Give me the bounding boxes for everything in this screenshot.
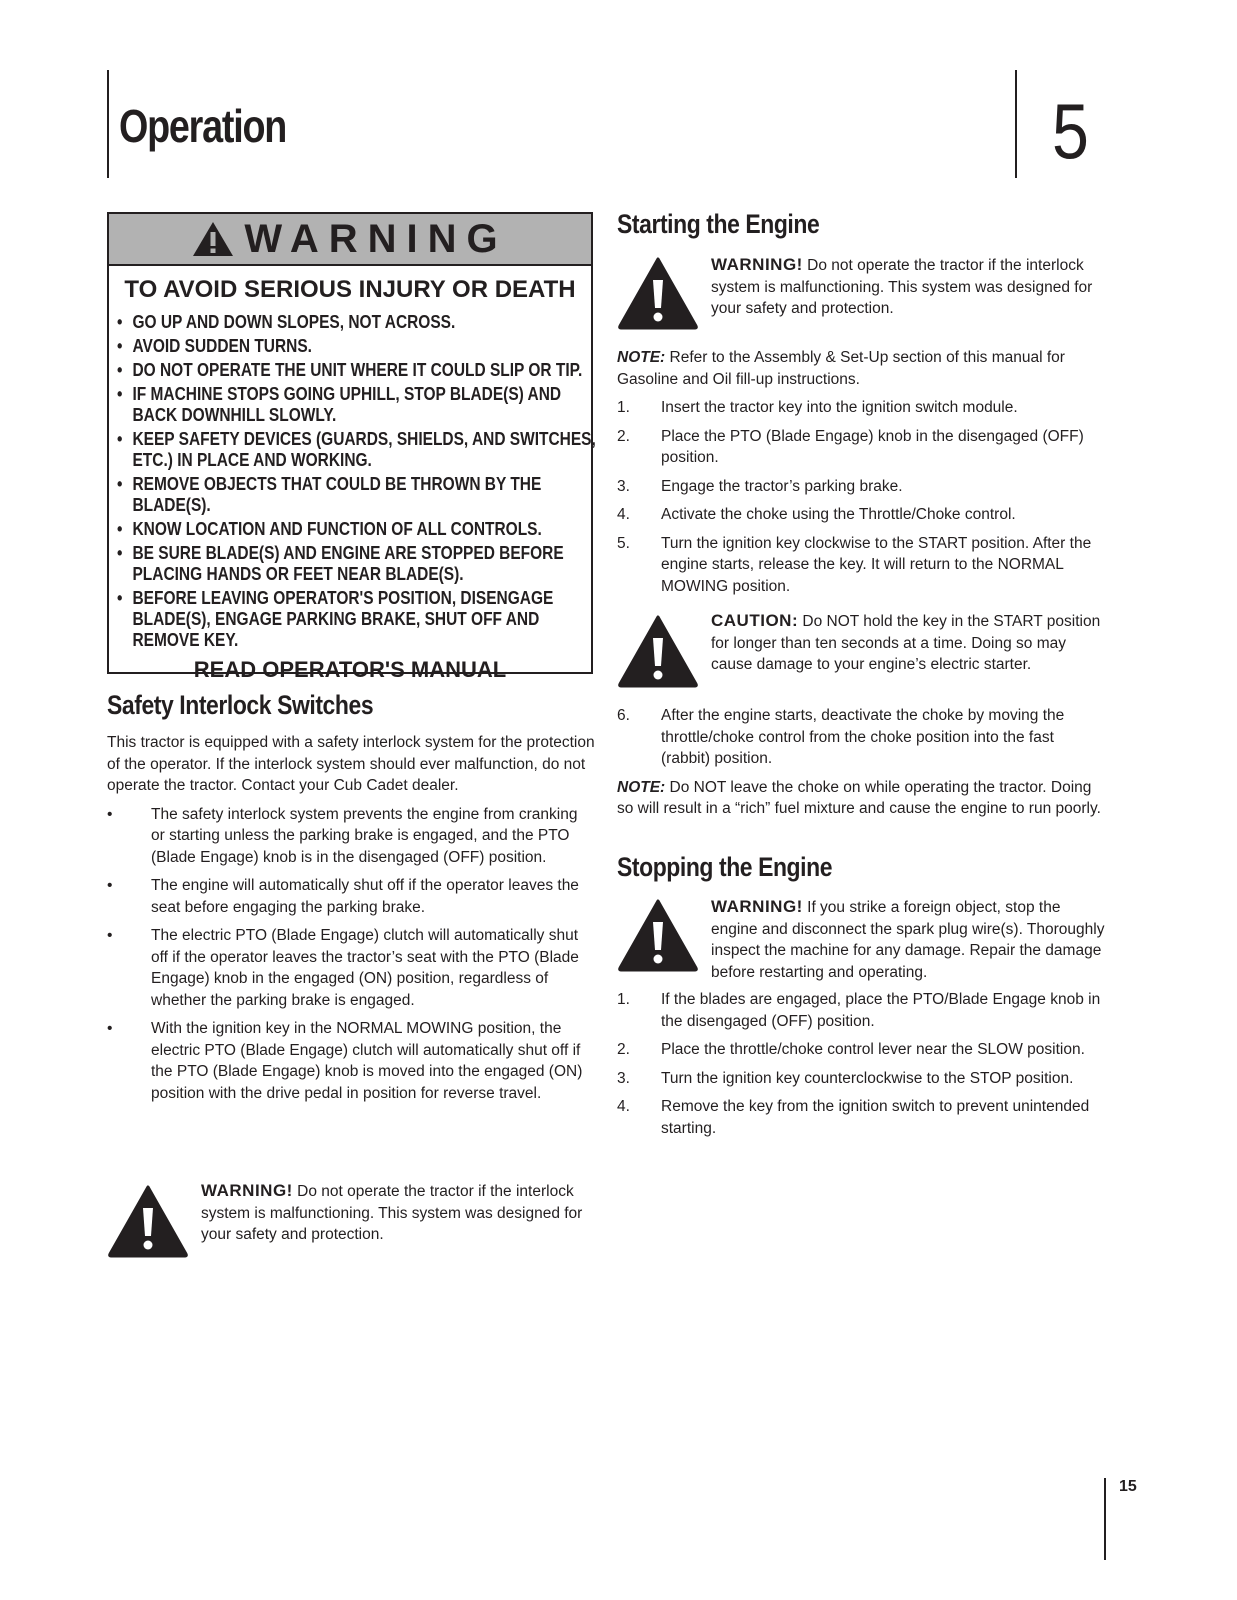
safety-interlock-heading: Safety Interlock Switches xyxy=(107,690,374,720)
header-right-rule xyxy=(1015,70,1017,178)
warning-label: WARNING! xyxy=(711,255,803,274)
safety-interlock-section xyxy=(107,732,595,1104)
warning-triangle-icon xyxy=(192,221,234,257)
warning-label: WARNING! xyxy=(711,897,803,916)
starting-note: NOTE: Refer to the Assembly & Set-Up section of this manual for Gasoline and Oil fill-up instructions. xyxy=(617,349,1065,388)
stopping-engine-heading: Stopping the Engine xyxy=(617,852,833,882)
warning-text: If you strike a foreign object, stop the engine and disconnect the spark plug wire(s). Thoroughly inspect the machine for any damage. Repair the damage before restarting and operating. xyxy=(711,899,1105,981)
list-item: 6. After the engine starts, deactivate the choke by moving the throttle/choke control from the choke position into the fast (rabbit) position. xyxy=(617,707,1065,767)
stopping-warning-callout xyxy=(617,896,1107,982)
warning-text: Do not operate the tractor if the interlock system is malfunctioning. This system was designed for your safety and protection. xyxy=(711,257,1093,317)
list-item: • The electric PTO (Blade Engage) clutch will automatically shut off if the operator leaves the tractor’s seat with the PTO (Blade Engage) knob in the engaged (ON) position, regardless of whether the parking brake is engaged. xyxy=(107,927,579,1009)
page-number: 15 xyxy=(1119,1478,1137,1495)
safety-intro: This tractor is equipped with a safety interlock system for the protection of the operator. If the interlock system should ever malfunction, do not operate the tractor. Contact your Cub Cadet dealer. xyxy=(107,734,595,794)
stopping-steps-section xyxy=(617,982,1107,1139)
list-item: 4. Activate the choke using the Throttle/Choke control. xyxy=(617,506,1016,523)
warning-item: • KNOW LOCATION AND FUNCTION OF ALL CONTROLS. xyxy=(117,519,542,539)
warning-item: • DO NOT OPERATE THE UNIT WHERE IT COULD SLIP OR TIP. xyxy=(117,360,583,380)
warning-item: • BEFORE LEAVING OPERATOR'S POSITION, DISENGAGE BLADE(S), ENGAGE PARKING BRAKE, SHUT OFF AND REMOVE KEY. xyxy=(117,588,554,650)
warning-item: • GO UP AND DOWN SLOPES, NOT ACROSS. xyxy=(117,312,456,332)
warning-item: • KEEP SAFETY DEVICES (GUARDS, SHIELDS, AND SWITCHES, ETC.) IN PLACE AND WORKING. xyxy=(117,429,596,470)
caution-text: Do NOT hold the key in the START position for longer than ten seconds at a time. Doing so may cause damage to your engine’s electric starter. xyxy=(711,613,1101,673)
warning-box-header xyxy=(109,214,591,266)
warning-box-footer: READ OPERATOR'S MANUAL xyxy=(193,657,507,682)
list-item: 2. Place the throttle/choke control lever near the SLOW position. xyxy=(617,1041,1085,1058)
warning-exclamation-icon xyxy=(617,898,699,972)
starting-engine-heading: Starting the Engine xyxy=(617,209,820,239)
list-item: 4. Remove the key from the ignition switch to prevent unintended starting. xyxy=(617,1098,1090,1137)
warning-exclamation-icon xyxy=(617,256,699,330)
warning-box xyxy=(107,212,596,682)
caution-exclamation-icon xyxy=(617,614,699,688)
starting-note-2: NOTE: Do NOT leave the choke on while operating the tractor. Doing so will result in a “rich” fuel mixture and cause the engine to run poorly. xyxy=(617,778,1101,817)
list-item: • The safety interlock system prevents the engine from cranking or starting unless the parking brake is engaged, and the PTO (Blade Engage) knob is in the disengaged (OFF) position. xyxy=(107,805,578,866)
warning-box-subtitle: TO AVOID SERIOUS INJURY OR DEATH xyxy=(124,276,576,303)
list-item: • The engine will automatically shut off if the operator leaves the seat before engaging the parking brake. xyxy=(107,877,579,916)
caution-label: CAUTION: xyxy=(711,611,799,630)
warning-item: • IF MACHINE STOPS GOING UPHILL, STOP BLADE(S) AND BACK DOWNHILL SLOWLY. xyxy=(117,384,562,425)
chapter-number: 5 xyxy=(1052,87,1089,175)
warning-item: • REMOVE OBJECTS THAT COULD BE THROWN BY THE BLADE(S). xyxy=(117,474,542,515)
list-item: 2. Place the PTO (Blade Engage) knob in the disengaged (OFF) position. xyxy=(617,427,1084,466)
header-left-rule xyxy=(107,70,109,178)
list-item: 1. If the blades are engaged, place the PTO/Blade Engage knob in the disengaged (OFF) position. xyxy=(617,991,1101,1030)
warning-exclamation-icon xyxy=(107,1184,189,1258)
safety-bullet-list xyxy=(107,804,595,1105)
starting-steps-section xyxy=(617,347,1107,597)
list-item: 3. Engage the tractor’s parking brake. xyxy=(617,477,903,495)
starting-step-list xyxy=(617,397,1107,597)
list-item: • With the ignition key in the NORMAL MOWING position, the electric PTO (Blade Engage) clutch will automatically shut off if the PTO (Blade Engage) knob is moved into the engaged (ON) position with the drive pedal in position for reverse travel. xyxy=(107,1020,583,1102)
safety-warning-callout xyxy=(107,1180,595,1260)
footer-rule xyxy=(1104,1478,1106,1560)
starting-step6-section xyxy=(617,705,1107,820)
list-item: 1. Insert the tractor key into the ignition switch module. xyxy=(617,399,1018,416)
warning-box-list xyxy=(109,312,596,651)
warning-text: Do not operate the tractor if the interlock system is malfunctioning. This system was designed for your safety and protection. xyxy=(201,1183,583,1243)
warning-label: WARNING! xyxy=(201,1181,293,1200)
warning-item: • BE SURE BLADE(S) AND ENGINE ARE STOPPED BEFORE PLACING HANDS OR FEET NEAR BLADE(S). xyxy=(117,543,564,584)
starting-step-list-cont xyxy=(617,705,1107,770)
chapter-title: Operation xyxy=(119,100,287,152)
warning-box-title: WARNING xyxy=(244,216,508,261)
starting-caution-callout xyxy=(617,610,1107,696)
list-item: 5. Turn the ignition key clockwise to the START position. After the engine starts, release the key. It will return to the NORMAL MOWING position. xyxy=(617,534,1092,595)
warning-item: • AVOID SUDDEN TURNS. xyxy=(117,336,312,356)
stopping-step-list xyxy=(617,989,1107,1139)
list-item: 3. Turn the ignition key counterclockwise to the STOP position. xyxy=(617,1069,1074,1087)
starting-warning-callout xyxy=(617,254,1107,334)
